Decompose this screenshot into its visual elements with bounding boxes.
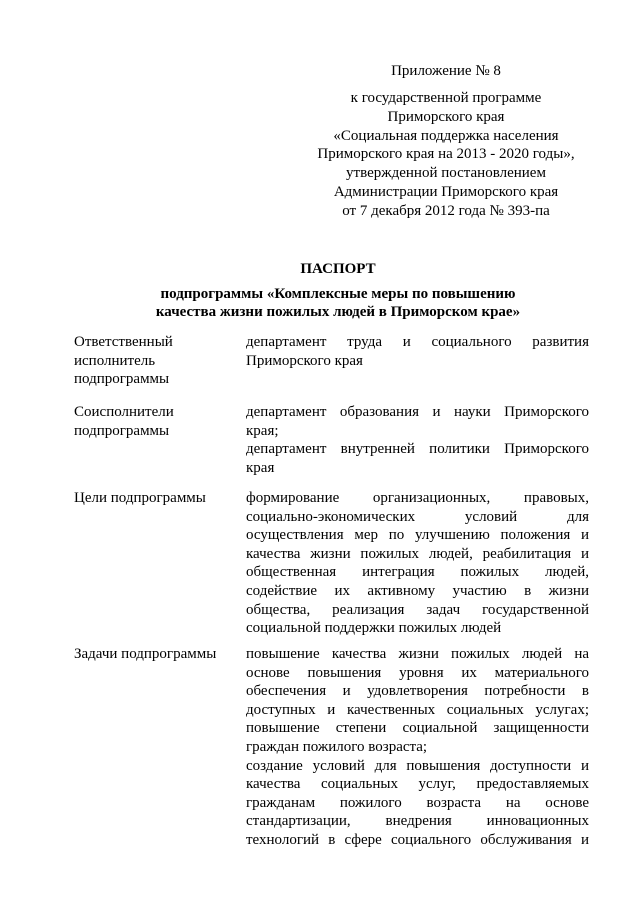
appendix-number: Приложение № 8 xyxy=(391,63,501,79)
subtitle-line: подпрограммы «Комплексные меры по повышению xyxy=(160,286,516,302)
label-line: подпрограммы xyxy=(74,422,170,439)
document-subtitle xyxy=(0,285,640,321)
label-line: Ответственный xyxy=(74,334,173,350)
value-line: граждан пожилого возраста; xyxy=(246,738,428,755)
label-line: Задачи подпрограммы xyxy=(74,646,217,662)
value-line: основе повышения уровня их материального xyxy=(246,664,589,681)
document-title: ПАСПОРТ xyxy=(300,261,376,277)
value-line: содействие их активному участию в жизни xyxy=(246,582,589,599)
appendix-line: Приморского края xyxy=(387,108,505,125)
value-line: социальной поддержки пожилых людей xyxy=(246,620,502,637)
appendix-line: Администрации Приморского края xyxy=(333,183,559,200)
appendix-line: «Социальная поддержка населения xyxy=(333,127,559,144)
appendix-line: Приморского края на 2013 - 2020 годы», xyxy=(317,146,575,163)
value-line: Приморского края xyxy=(246,352,363,369)
value-line: качества жизни пожилых людей, реабилитация и xyxy=(246,545,589,562)
appendix-line: к государственной программе xyxy=(350,90,542,106)
value-line: общества, реализация задач государственной xyxy=(246,601,589,618)
value-line: создание условий для повышения доступности и xyxy=(246,757,589,774)
value-line: социально-экономических условий для xyxy=(246,508,589,525)
value-line: осуществления мер по улучшению положения и xyxy=(246,527,589,544)
value-line: департамент труда и социального развития xyxy=(246,334,589,350)
row-value xyxy=(246,645,589,850)
label-line: Цели подпрограммы xyxy=(74,490,206,506)
row-label xyxy=(74,645,239,664)
value-line: технологий в сфере социального обслуживания и xyxy=(246,831,589,848)
value-line: повышение степени социальной защищенности xyxy=(246,720,589,737)
value-line: края xyxy=(246,459,275,476)
value-line: общественная интеграция пожилых людей, xyxy=(246,564,589,581)
row-value xyxy=(246,333,589,370)
appendix-line: от 7 декабря 2012 года № 393-па xyxy=(342,202,550,219)
row-label xyxy=(74,489,239,508)
subtitle-line: качества жизни пожилых людей в Приморском крае» xyxy=(155,304,521,320)
value-line: стандартизации, внедрения инновационных xyxy=(246,813,589,830)
value-line: обеспечения и удовлетворения потребности в xyxy=(246,683,589,700)
value-line: качества социальных услуг, предоставляемых xyxy=(246,776,589,793)
appendix-lines xyxy=(316,89,576,221)
label-line: исполнитель xyxy=(74,352,156,369)
label-line: Соисполнители xyxy=(74,404,174,420)
row-label xyxy=(74,403,239,440)
value-line: гражданам пожилого возраста на основе xyxy=(246,794,589,811)
value-line: повышение качества жизни пожилых людей на xyxy=(246,646,589,662)
value-line: департамент внутренней политики Приморского xyxy=(246,441,589,458)
row-value xyxy=(246,489,589,638)
label-line: подпрограммы xyxy=(74,371,170,388)
row-value xyxy=(246,403,589,477)
value-line: края; xyxy=(246,422,279,439)
value-line: доступных и качественных социальных услугах; xyxy=(246,701,589,718)
appendix-line: утвержденной постановлением xyxy=(346,165,546,182)
value-line: формирование организационных, правовых, xyxy=(246,490,589,506)
value-line: департамент образования и науки Приморского xyxy=(246,404,589,420)
row-label xyxy=(74,333,239,389)
